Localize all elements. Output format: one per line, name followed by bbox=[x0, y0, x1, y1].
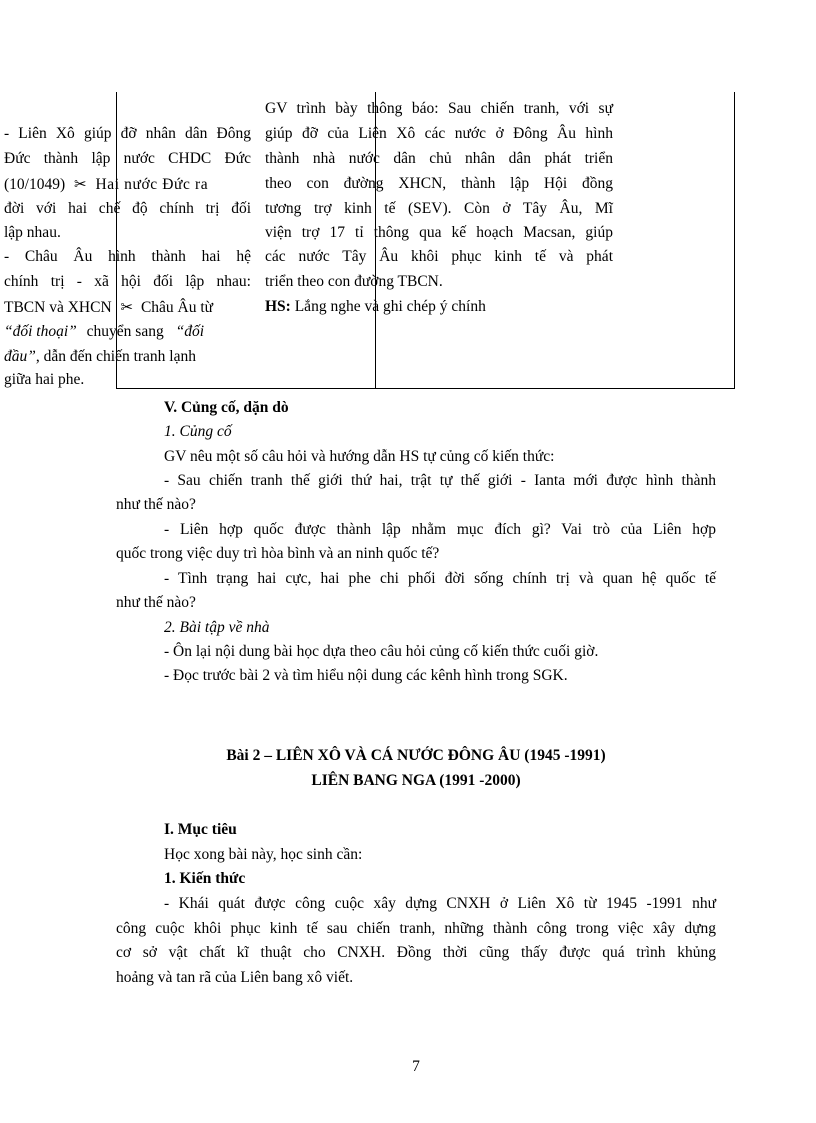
section-i-heading: I. Mục tiêu bbox=[164, 821, 237, 838]
right-line-4: theo con đường XHCN, thành lập Hội đồng bbox=[265, 175, 613, 192]
section-i-intro: Học xong bài này, học sinh cần: bbox=[164, 846, 363, 863]
knowledge-line-4: hoảng và tan rã của Liên bang xô viết. bbox=[116, 969, 354, 986]
left-line-11: giữa hai phe. bbox=[4, 371, 85, 388]
right-line-6: viện trợ 17 tỉ thông qua kế hoạch Macsan, giúp bbox=[265, 224, 613, 241]
left-line-9: “đối thoại” chuyển sang “đối bbox=[4, 323, 205, 340]
question-2-line-1: - Liên hợp quốc được thành lập nhằm mục đích gì? Vai trò của Liên hợp bbox=[164, 521, 716, 538]
scissors-icon: ✂ bbox=[74, 175, 87, 193]
right-line-5: tương trợ kinh tế (SEV). Còn ở Tây Âu, Mĩ bbox=[265, 200, 613, 217]
homework-2: - Đọc trước bài 2 và tìm hiểu nội dung các kênh hình trong SGK. bbox=[164, 667, 568, 684]
lesson-2-title-line-1: Bài 2 – LIÊN XÔ VÀ CÁ NƯỚC ĐÔNG ÂU (1945 -1991) bbox=[226, 747, 606, 764]
knowledge-heading: 1. Kiến thức bbox=[164, 870, 246, 887]
left-line-10: đầu”, dẫn đến chiến tranh lạnh bbox=[4, 348, 196, 365]
knowledge-line-3: cơ sở vật chất kĩ thuật cho CNXH. Đồng thời cũng thấy được quá trình khủng bbox=[116, 944, 716, 961]
question-1-line-1: - Sau chiến tranh thế giới thứ hai, trật tự thế giới - Ianta mới được hình thành bbox=[164, 472, 716, 489]
knowledge-line-2: công cuộc khôi phục kinh tế sau chiến tranh, những thành công trong việc xây dựng bbox=[116, 920, 716, 937]
right-line-7: các nước Tây Âu khôi phục kinh tế và phát bbox=[265, 248, 613, 265]
section-v-sub1-heading: 1. Củng cố bbox=[164, 423, 232, 440]
page-number: 7 bbox=[412, 1058, 420, 1075]
section-v-sub2-heading: 2. Bài tập về nhà bbox=[164, 619, 270, 636]
left-line-6: - Châu Âu hình thành hai hệ bbox=[4, 248, 251, 265]
left-line-2: Đức thành lập nước CHDC Đức bbox=[4, 150, 251, 167]
right-line-3: thành nhà nước dân chủ nhân dân phát triển bbox=[265, 150, 613, 167]
left-line-3: (10/1049) ✂ Hai nước Đức ra bbox=[4, 175, 209, 193]
lesson-2-title-line-2: LIÊN BANG NGA (1991 -2000) bbox=[311, 772, 521, 789]
right-line-1: GV trình bày thông báo: Sau chiến tranh, với sự bbox=[265, 100, 613, 117]
right-line-2: giúp đỡ của Liên Xô các nước ở Đông Âu hình bbox=[265, 125, 613, 142]
right-line-8: triển theo con đường TBCN. bbox=[265, 273, 443, 290]
left-line-7: chính trị - xã hội đối lập nhau: bbox=[4, 273, 251, 290]
left-line-5: lập nhau. bbox=[4, 224, 61, 241]
question-3-line-2: như thế nào? bbox=[116, 594, 196, 611]
question-1-line-2: như thế nào? bbox=[116, 496, 196, 513]
section-v-intro: GV nêu một số câu hỏi và hướng dẫn HS tự củng cố kiến thức: bbox=[164, 448, 555, 465]
left-line-1: - Liên Xô giúp đỡ nhân dân Đông bbox=[4, 125, 251, 142]
knowledge-line-1: - Khái quát được công cuộc xây dựng CNXH ở Liên Xô từ 1945 -1991 như bbox=[164, 895, 716, 912]
left-line-8: TBCN và XHCN ✂ Châu Âu từ bbox=[4, 298, 214, 316]
question-2-line-2: quốc trong việc duy trì hòa bình và an ninh quốc tế? bbox=[116, 545, 440, 562]
scissors-icon: ✂ bbox=[120, 298, 134, 316]
right-line-hs: HS: Lắng nghe và ghi chép ý chính bbox=[265, 298, 486, 315]
section-v-heading: V. Củng cố, dặn dò bbox=[164, 399, 289, 416]
question-3-line-1: - Tình trạng hai cực, hai phe chi phối đời sống chính trị và quan hệ quốc tế bbox=[164, 570, 716, 587]
left-line-4: đời với hai chế độ chính trị đối bbox=[4, 200, 251, 217]
homework-1: - Ôn lại nội dung bài học dựa theo câu hỏi củng cố kiến thức cuối giờ. bbox=[164, 643, 599, 660]
